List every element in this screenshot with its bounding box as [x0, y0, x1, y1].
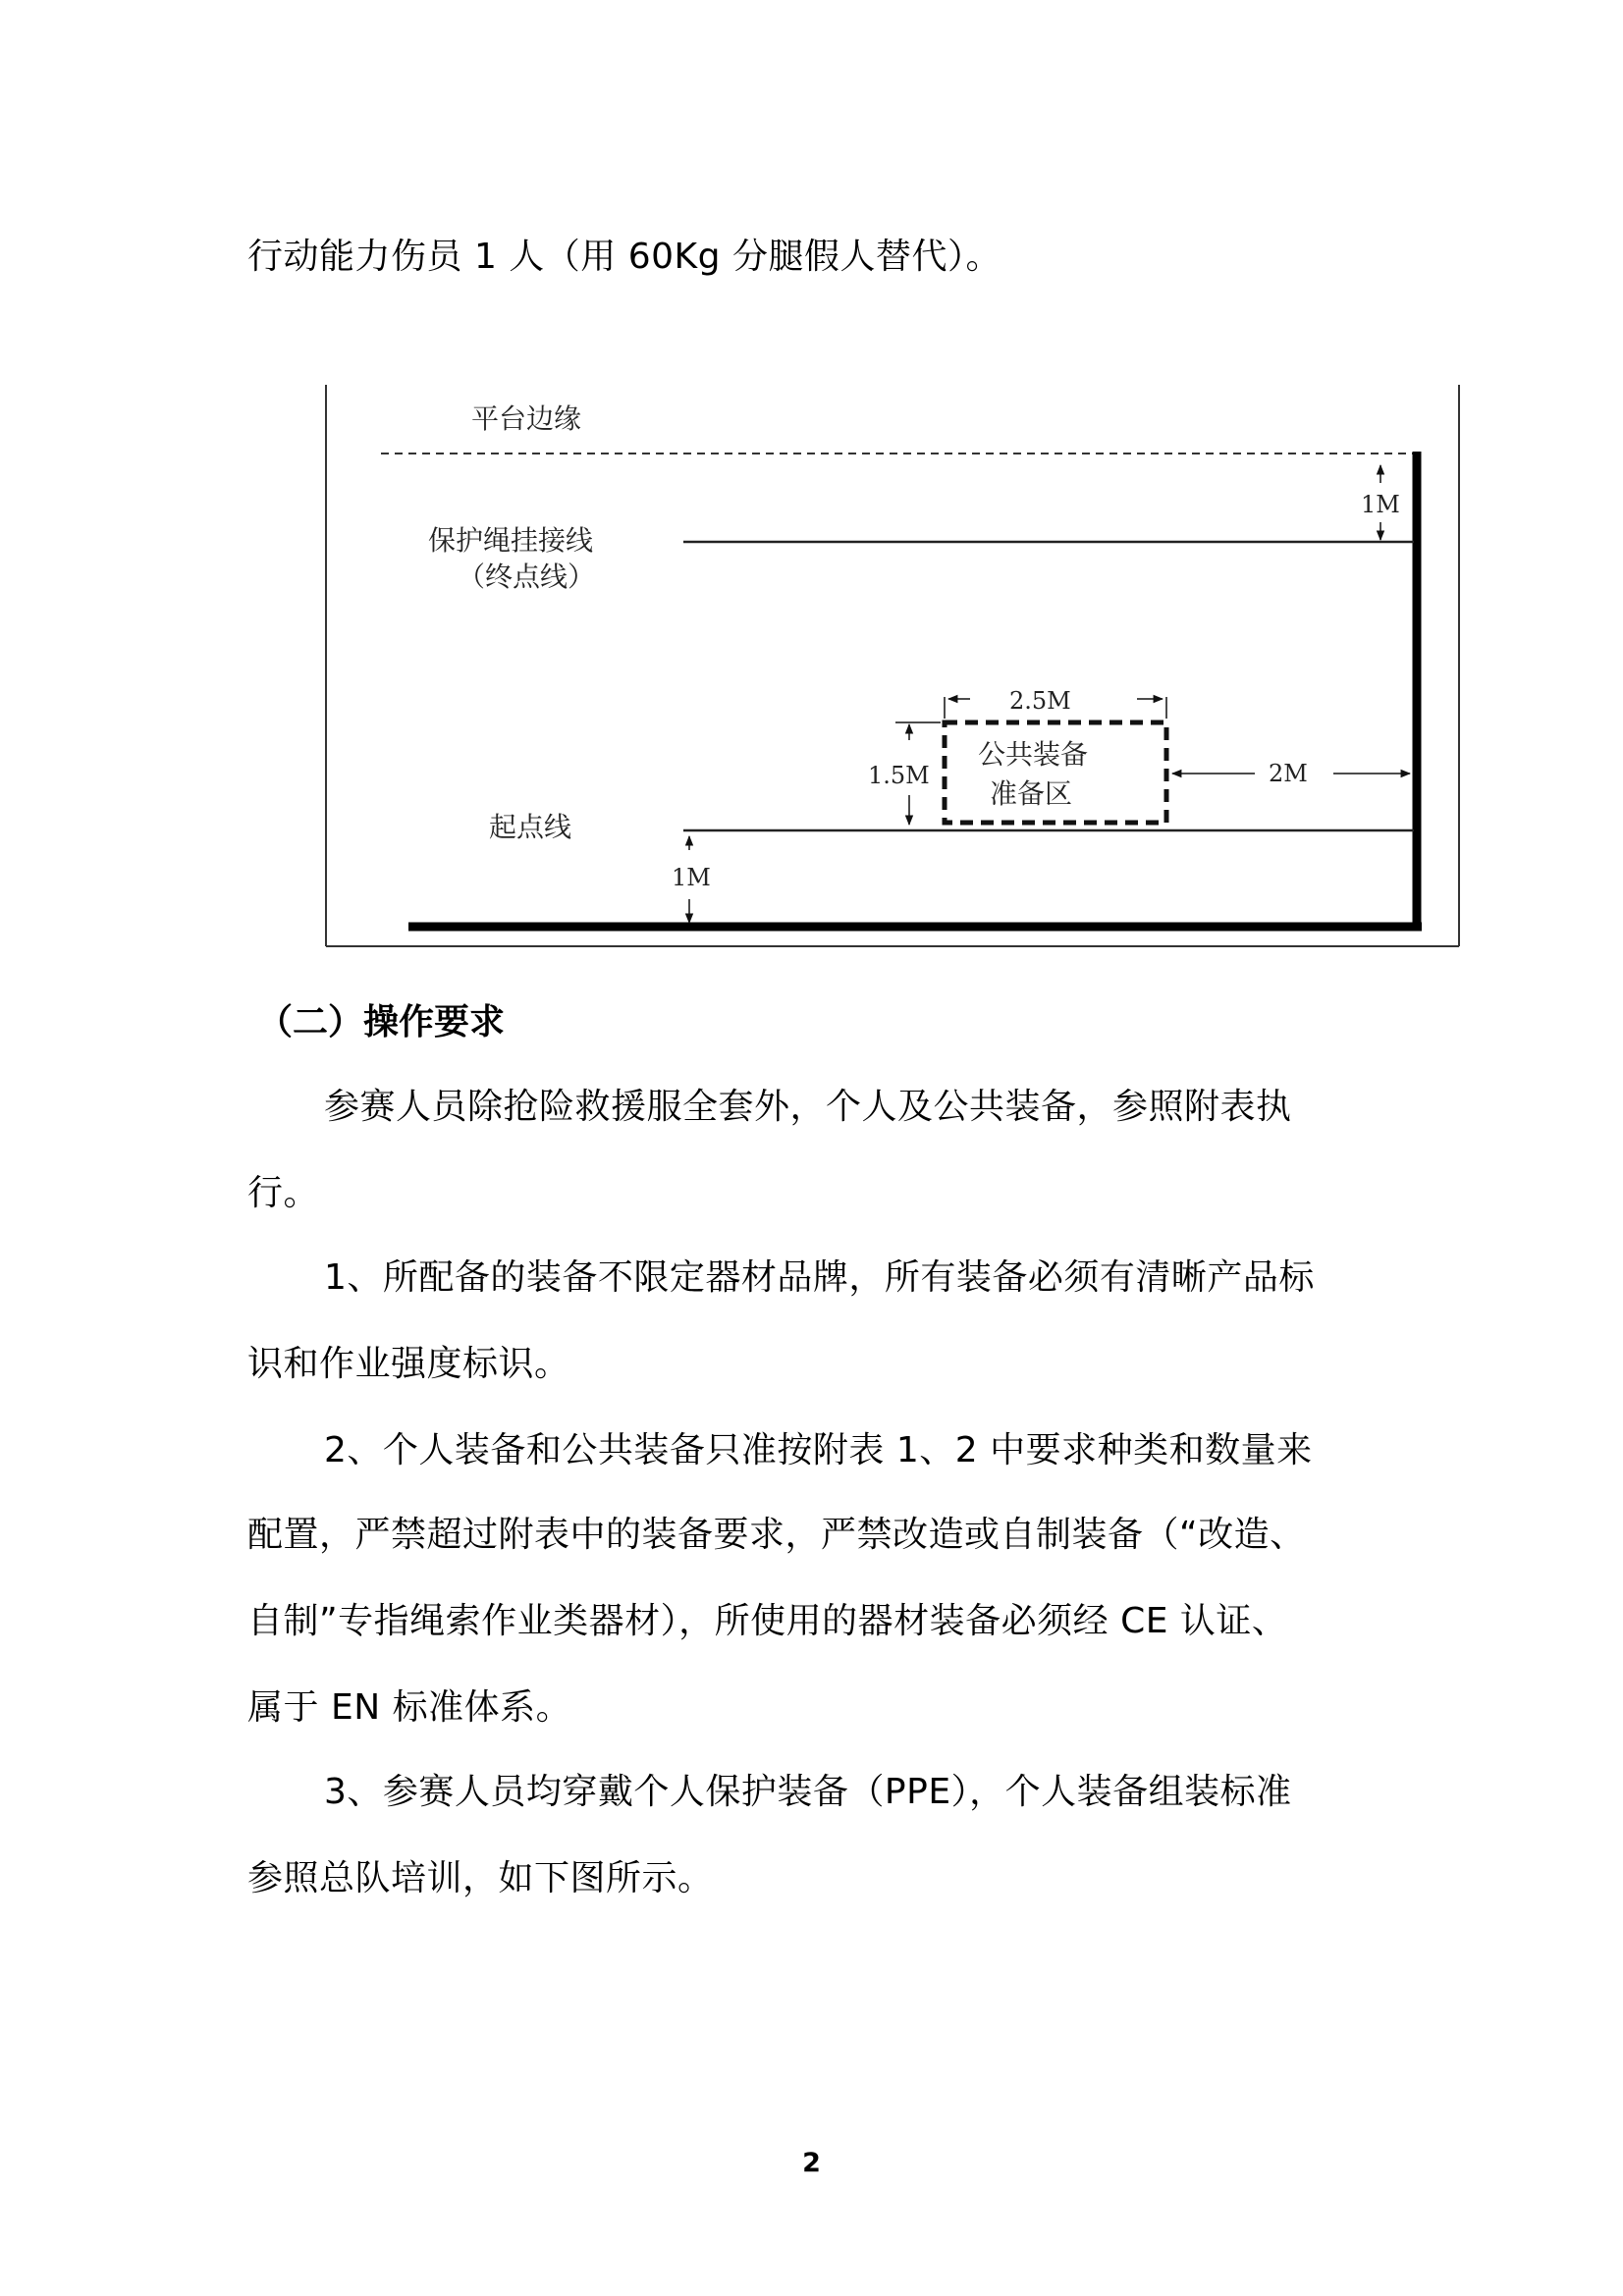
section-heading: （二）操作要求 — [257, 1002, 506, 1042]
para2-line1: 1、所配备的装备不限定器材品牌，所有装备必须有清晰产品标 — [324, 1257, 1315, 1298]
para3-line2: 配置，严禁超过附表中的装备要求，严禁改造或自制装备（“改造、 — [247, 1515, 1306, 1555]
rope-line-label-2: （终点线） — [458, 561, 596, 593]
dim-height-label: 1.5M — [868, 762, 930, 789]
para3-line4: 属于 EN 标准体系。 — [247, 1687, 572, 1728]
para4-line1: 3、参赛人员均穿戴个人保护装备（PPE），个人装备组装标准 — [324, 1772, 1292, 1812]
para2-line2: 识和作业强度标识。 — [247, 1344, 570, 1384]
zone-label-2: 准备区 — [990, 777, 1073, 810]
course-layout-diagram — [322, 385, 1461, 948]
dim-right-label: 2M — [1269, 760, 1308, 787]
para3-line1: 2、个人装备和公共装备只准按附表 1、2 中要求种类和数量来 — [324, 1430, 1313, 1470]
dim-bottom-label: 1M — [672, 864, 711, 891]
rope-line-label-1: 保护绳挂接线 — [428, 524, 594, 557]
dim-top-label: 1M — [1361, 491, 1400, 518]
para3-line3: 自制”专指绳索作业类器材），所使用的器材装备必须经 CE 认证、 — [247, 1601, 1288, 1641]
para4-line2: 参照总队培训，如下图所示。 — [247, 1858, 714, 1898]
platform-edge-label: 平台边缘 — [471, 402, 582, 435]
para1-line1: 参赛人员除抢险救援服全套外，个人及公共装备，参照附表执 — [324, 1087, 1292, 1127]
page-number: 2 — [802, 2148, 821, 2178]
dim-width-label: 2.5M — [1009, 687, 1071, 715]
para1-line2: 行。 — [247, 1173, 320, 1213]
start-line-label: 起点线 — [489, 811, 572, 843]
zone-label-1: 公共装备 — [978, 738, 1089, 771]
intro-line: 行动能力伤员 1 人（用 60Kg 分腿假人替代）。 — [247, 237, 1001, 277]
